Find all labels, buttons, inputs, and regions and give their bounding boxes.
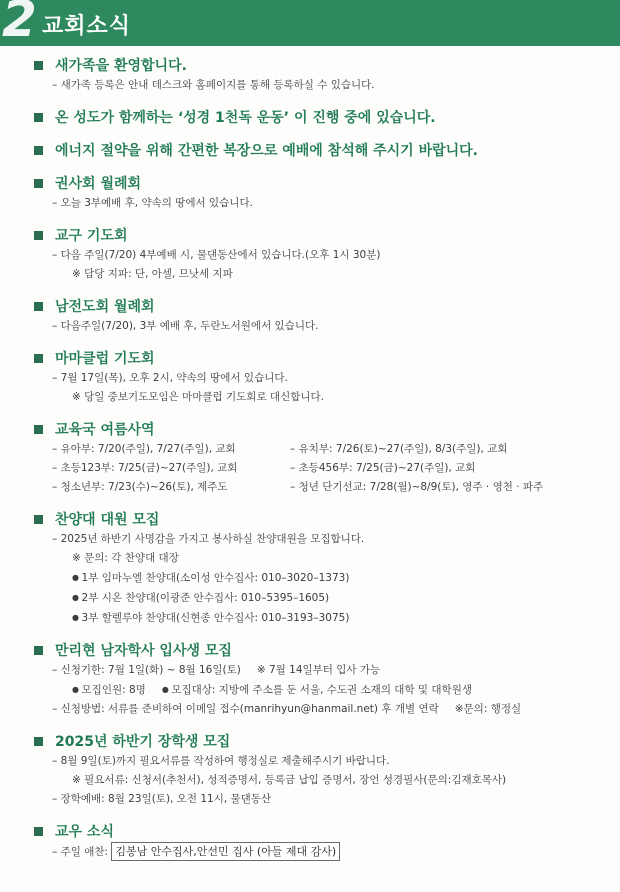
news-detail bbox=[34, 842, 620, 862]
news-detail: – 7월 17일(목), 오후 2시, 약속의 땅에서 있습니다. bbox=[34, 369, 620, 388]
news-item-member-news bbox=[0, 822, 620, 862]
news-item-bible-reading bbox=[0, 108, 620, 128]
news-note: ※ 문의: 각 찬양대 대장 bbox=[34, 549, 620, 568]
schedule-item: – 유치부: 7/26(토)~27(주일), 8/3(주일), 교회 bbox=[290, 440, 590, 459]
news-title: 남전도회 월례회 bbox=[34, 297, 620, 317]
news-item-district-prayer bbox=[0, 226, 620, 284]
news-detail: – 다음 주일(7/20) 4부예배 시, 물댄동산에서 있습니다.(오후 1시 30분) bbox=[34, 246, 620, 265]
news-title: 새가족을 환영합니다. bbox=[34, 56, 620, 76]
news-title: 만리현 남자학사 입사생 모집 bbox=[34, 641, 620, 661]
news-item-scholarship bbox=[0, 732, 620, 809]
section-number: 2 bbox=[2, 0, 37, 48]
inquiry-note: ※문의: 행정실 bbox=[454, 703, 522, 715]
news-note: ※ 당일 중보기도모임은 마마클럽 기도회로 대신합니다. bbox=[34, 388, 620, 407]
news-detail: – 8월 9일(토)까지 필요서류를 작성하여 행정실로 제출해주시기 바랍니다. bbox=[34, 752, 620, 771]
news-detail: – 새가족 등록은 안내 데스크와 홈페이지를 통해 등록하실 수 있습니다. bbox=[34, 76, 620, 95]
news-item-summer-ministry bbox=[0, 420, 620, 497]
news-note: ※ 담당 지파: 단, 아셀, 므낫세 지파 bbox=[34, 265, 620, 284]
news-detail: – 다음주일(7/20), 3부 예배 후, 두란노서원에서 있습니다. bbox=[34, 317, 620, 336]
news-item-mens-meeting bbox=[0, 297, 620, 336]
news-detail: – 오늘 3부예배 후, 약속의 땅에서 있습니다. bbox=[34, 194, 620, 213]
news-detail bbox=[34, 680, 620, 700]
news-detail: – 장학예배: 8월 23일(토), 오전 11시, 물댄동산 bbox=[34, 790, 620, 809]
fellowship-label: 주일 애찬: bbox=[60, 846, 109, 858]
choir-contact: ● 2부 시온 찬양대(이광준 안수집사: 010–5395–1605) bbox=[34, 588, 620, 608]
schedule-item: – 초등456부: 7/25(금)~27(주일), 교회 bbox=[290, 459, 590, 478]
schedule-item: – 초등123부: 7/25(금)~27(주일), 교회 bbox=[52, 459, 290, 478]
news-list bbox=[0, 56, 620, 862]
news-note: ※ 필요서류: 신청서(추천서), 성적증명서, 등록금 납입 증명서, 장언 성경필사(문의:김재호목사) bbox=[34, 771, 620, 790]
news-title: 교우 소식 bbox=[34, 822, 620, 842]
news-title: 마마클럽 기도회 bbox=[34, 349, 620, 369]
schedule-item: – 유아부: 7/20(주일), 7/27(주일), 교회 bbox=[52, 440, 290, 459]
schedule-item: – 청소년부: 7/23(수)~26(토), 제주도 bbox=[52, 478, 290, 497]
choir-contact: ● 3부 할렐루야 찬양대(신현종 안수집사: 010–3193–3075) bbox=[34, 608, 620, 628]
news-detail bbox=[34, 700, 620, 719]
section-header bbox=[0, 0, 620, 46]
news-item-newcomers bbox=[0, 56, 620, 95]
news-title: 교육국 여름사역 bbox=[34, 420, 620, 440]
news-item-dormitory-recruit bbox=[0, 641, 620, 719]
application-period: 신청기한: 7월 1일(화) ~ 8월 16일(토) bbox=[60, 664, 241, 676]
schedule-item: – 청년 단기선교: 7/28(월)~8/9(토), 영주 · 영천 · 파주 bbox=[290, 478, 590, 497]
move-in-note: ※ 7월 14일부터 입사 가능 bbox=[256, 664, 381, 676]
news-detail: – 2025년 하반기 사명감을 가지고 봉사하실 찬양대원을 모집합니다. bbox=[34, 530, 620, 549]
choir-contact: ● 1부 임마누엘 찬양대(소이성 안수집사: 010–3020–1373) bbox=[34, 568, 620, 588]
news-title: 2025년 하반기 장학생 모집 bbox=[34, 732, 620, 752]
section-title: 교회소식 bbox=[42, 14, 132, 39]
ministry-schedule bbox=[34, 440, 620, 497]
news-item-energy-saving bbox=[0, 141, 620, 161]
news-item-choir-recruit bbox=[0, 510, 620, 628]
fellowship-sponsors: 김봉남 안수집사,안선민 집사 (아들 제대 감사) bbox=[111, 842, 340, 861]
news-detail bbox=[34, 661, 620, 680]
news-title: 찬양대 대원 모집 bbox=[34, 510, 620, 530]
news-title: 온 성도가 함께하는 ‘성경 1천독 운동’ 이 진행 중에 있습니다. bbox=[34, 108, 620, 128]
recruit-target: ● 모집대상: 지방에 주소를 둔 서울, 수도권 소재의 대학 및 대학원생 bbox=[162, 680, 472, 700]
news-item-mama-club bbox=[0, 349, 620, 407]
news-title: 권사회 월례회 bbox=[34, 174, 620, 194]
news-title: 교구 기도회 bbox=[34, 226, 620, 246]
application-method: 신청방법: 서류를 준비하여 이메일 접수(manrihyun@hanmail.net) 후 개별 연락 bbox=[60, 703, 439, 715]
news-title: 에너지 절약을 위해 간편한 복장으로 예배에 참석해 주시기 바랍니다. bbox=[34, 141, 620, 161]
news-item-deaconess-meeting bbox=[0, 174, 620, 213]
recruit-count: ● 모집인원: 8명 bbox=[72, 684, 146, 696]
